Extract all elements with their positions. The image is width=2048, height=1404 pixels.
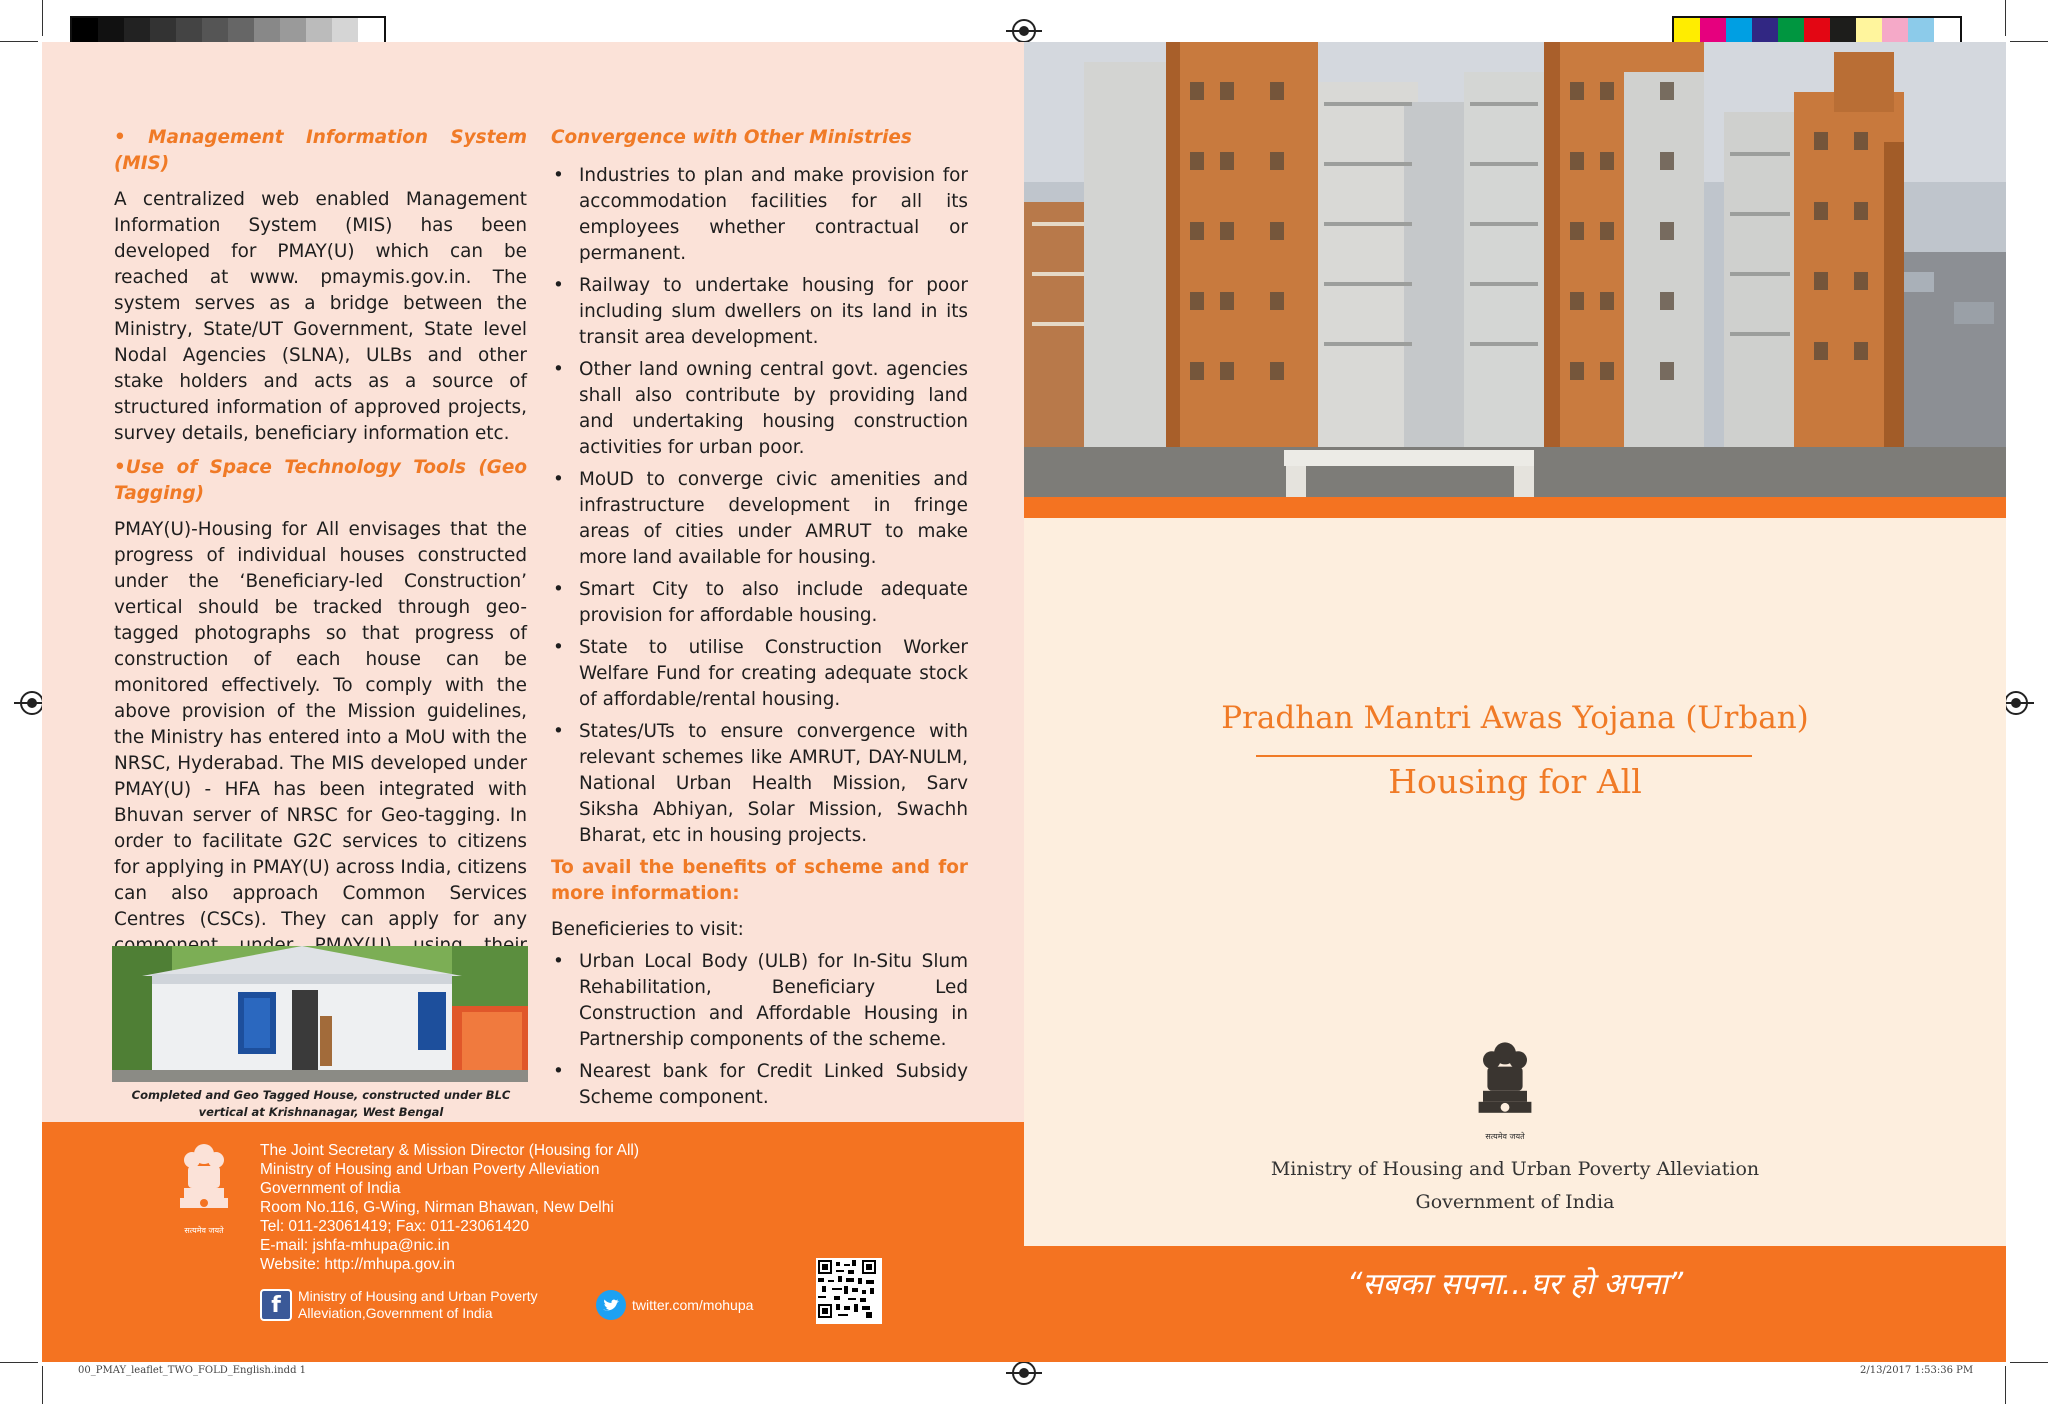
convergence-heading: Convergence with Other Ministries [551, 127, 912, 148]
convergence-list [551, 163, 968, 849]
government-line: Government of India [1415, 1191, 1615, 1213]
color-swatch [1882, 18, 1908, 44]
color-swatch [1726, 18, 1752, 44]
national-emblem-icon [1474, 1038, 1536, 1142]
emblem-motto: सत्यमेव जयते [184, 1226, 224, 1235]
color-swatch [1804, 18, 1830, 44]
contact-line: Room No.116, G-Wing, Nirman Bhawan, New Delhi [260, 1199, 614, 1216]
color-swatch [1934, 18, 1960, 44]
mis-paragraph: A centralized web enabled Management Information System (MIS) has been developed for PMAY(U) which can be reached at www. pmaymis.gov.in. The system serves as a bridge between the Ministry, State/UT Government, State level Nodal Agencies (SLNA), ULBs and other stake holders and acts as a source of structured information of approved projects, survey details, beneficiary information etc. [114, 189, 527, 444]
contact-line: Ministry of Housing and Urban Poverty Alleviation [260, 1161, 600, 1178]
cover-title: Pradhan Mantri Awas Yojana (Urban) [1221, 700, 1809, 736]
color-swatch [1830, 18, 1856, 44]
avail-benefits-heading: To avail the benefits of scheme and for more information: [551, 857, 968, 904]
registration-target-icon [2004, 691, 2028, 715]
list-item: • Railway to undertake housing for poor including slum dwellers on its land in its transit area development. [551, 273, 968, 351]
contact-line: Government of India [260, 1180, 401, 1197]
color-swatch [1752, 18, 1778, 44]
cover-subtitle: Housing for All [1388, 762, 1642, 801]
registration-target-icon [1012, 1361, 1036, 1385]
crop-mark [2010, 41, 2048, 42]
list-item: • Smart City to also include adequate provision for affordable housing. [551, 577, 968, 629]
crop-mark [2005, 1366, 2006, 1404]
crop-mark [2010, 1362, 2048, 1363]
print-timestamp: 2/13/2017 1:53:36 PM [1860, 1365, 1974, 1376]
list-item: • Other land owning central govt. agencies shall also contribute by providing land and undertaking housing construction activities for urban poor. [551, 357, 968, 461]
contact-line: The Joint Secretary & Mission Director (Housing for All) [260, 1142, 640, 1159]
color-swatch [1674, 18, 1700, 44]
apartment-buildings-photo [1024, 42, 2006, 497]
facebook-icon[interactable]: f [260, 1289, 292, 1321]
photo-caption: Completed and Geo Tagged House, constructed under BLC vertical at Krishnanagar, West Bengal [131, 1088, 511, 1119]
orange-divider-strip [1024, 497, 2006, 519]
color-swatch [1908, 18, 1934, 44]
crop-mark [42, 0, 43, 36]
crop-mark [0, 41, 38, 42]
list-item: • Industries to plan and make provision for accommodation facilities for all its employees whether contractual or permanent. [551, 163, 968, 267]
list-item: • Urban Local Body (ULB) for In-Situ Slum Rehabilitation, Beneficiary Led Construction and Affordable Housing in Partnership components of the scheme. [551, 949, 968, 1053]
ministry-name [1024, 1153, 2006, 1219]
facebook-label[interactable]: Ministry of Housing and Urban Poverty Alleviation,Government of India [298, 1288, 538, 1321]
crop-mark [0, 1362, 38, 1363]
geo-tagging-paragraph: PMAY(U)-Housing for All envisages that the progress of individual houses constructed under the ‘Beneficiary-led Construction’ vertical should be tracked through geo-tagged photographs so that progress of construction of each house can be monitored effectively. To comply with the above provision of the Mission guidelines, the Ministry has entered into a MoU with the NRSC, Hyderabad. The MIS developed under PMAY(U) - HFA has been integrated with Bhuvan server of NRSC for Geo-tagging. In order to facilitate G2C services to citizens for applying in PMAY(U) across India, citizens can also approach Common Services Centres (CSCs). They can apply for any [114, 519, 528, 930]
color-swatch [1778, 18, 1804, 44]
geo-tagging-heading: •Use of Space Technology Tools (Geo Tagging) [114, 457, 527, 504]
color-swatch [1700, 18, 1726, 44]
registration-target-icon [1012, 19, 1036, 43]
contact-website-link[interactable]: Website: http://mhupa.gov.in [260, 1256, 456, 1273]
beneficiaries-label: Beneficieries to visit: [551, 919, 744, 940]
emblem-icon [176, 1140, 232, 1235]
list-item: • Nearest bank for Credit Linked Subsidy Scheme component. [551, 1059, 968, 1111]
contact-details [260, 1141, 760, 1274]
ministry-line: Ministry of Housing and Urban Poverty Alleviation [1270, 1158, 1760, 1180]
twitter-icon[interactable] [596, 1290, 626, 1320]
mis-heading: • Management Information System (MIS) [114, 127, 527, 174]
title-divider [1256, 755, 1752, 757]
contact-line: Tel: 011-23061419; Fax: 011-23061420 [260, 1218, 530, 1235]
print-filename: 00_PMAY_leaflet_TWO_FOLD_English.indd 1 [78, 1365, 307, 1376]
crop-mark [2005, 0, 2006, 36]
list-item: • States/UTs to ensure convergence with relevant schemes like AMRUT, DAY-NULM, National Urban Health Mission, Sarv Siksha Abhiyan, Solar Mission, Swachh Bharat, etc in housing projects. [551, 719, 968, 849]
geo-tagged-house-photo [112, 946, 528, 1082]
list-item: • MoUD to converge civic amenities and infrastructure development in fringe areas of cities under AMRUT to make more land available for housing. [551, 467, 968, 571]
left-column [114, 125, 527, 1071]
list-item: • State to utilise Construction Worker Welfare Fund for creating adequate stock of affordable/rental housing. [551, 635, 968, 713]
registration-target-icon [20, 691, 44, 715]
twitter-link[interactable]: twitter.com/mohupa [632, 1297, 754, 1313]
qr-code[interactable] [816, 1258, 882, 1324]
emblem-motto: सत्यमेव जयते [1485, 1132, 1525, 1141]
hindi-slogan: “सबका सपना...घर हो अपना” [1346, 1267, 1684, 1302]
middle-column [551, 125, 968, 1117]
crop-mark [42, 1366, 43, 1404]
visit-list [551, 949, 968, 1111]
color-swatch [1856, 18, 1882, 44]
contact-email[interactable]: E-mail: jshfa-mhupa@nic.in [260, 1237, 450, 1254]
